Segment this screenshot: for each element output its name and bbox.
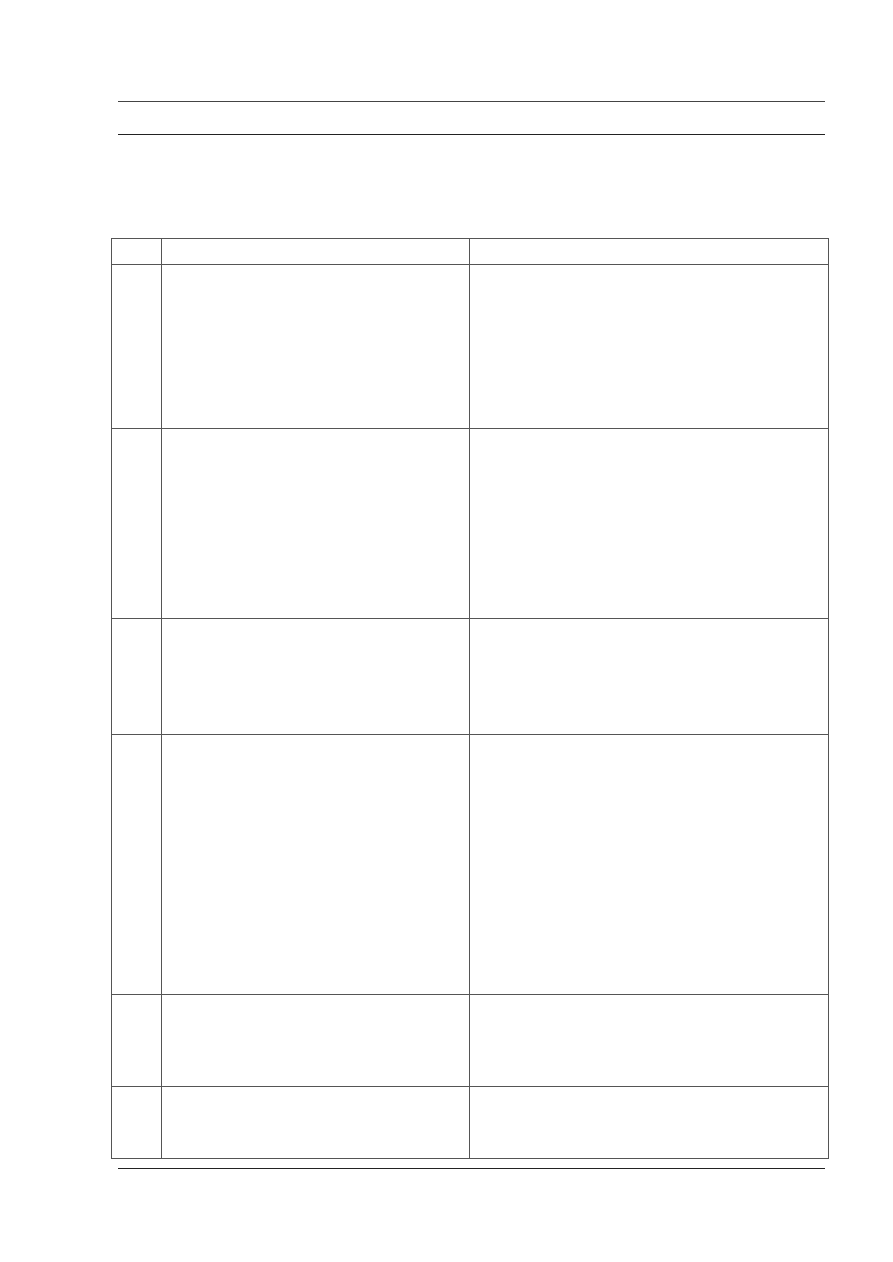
header-divider	[118, 101, 825, 102]
approval-table	[111, 238, 829, 1159]
row-status	[470, 1087, 829, 1159]
table-row	[112, 735, 829, 995]
row-requirement	[162, 1087, 470, 1159]
row-requirement	[162, 735, 470, 995]
row-status	[470, 995, 829, 1087]
row-status	[470, 619, 829, 735]
footer-divider	[118, 1168, 825, 1169]
table-row	[112, 1087, 829, 1159]
row-no	[112, 735, 162, 995]
header-status	[470, 239, 829, 265]
row-status	[470, 429, 829, 619]
row-requirement	[162, 265, 470, 429]
row-no	[112, 619, 162, 735]
row-requirement	[162, 619, 470, 735]
row-status	[470, 735, 829, 995]
row-requirement	[162, 995, 470, 1087]
header-no	[112, 239, 162, 265]
row-requirement	[162, 429, 470, 619]
table-row	[112, 619, 829, 735]
table-header-row	[112, 239, 829, 265]
header-divider-bottom	[118, 134, 825, 135]
table-row	[112, 265, 829, 429]
row-no	[112, 429, 162, 619]
row-no	[112, 265, 162, 429]
header-requirement	[162, 239, 470, 265]
row-no	[112, 1087, 162, 1159]
row-status	[470, 265, 829, 429]
table-row	[112, 429, 829, 619]
table-row	[112, 995, 829, 1087]
row-no	[112, 995, 162, 1087]
